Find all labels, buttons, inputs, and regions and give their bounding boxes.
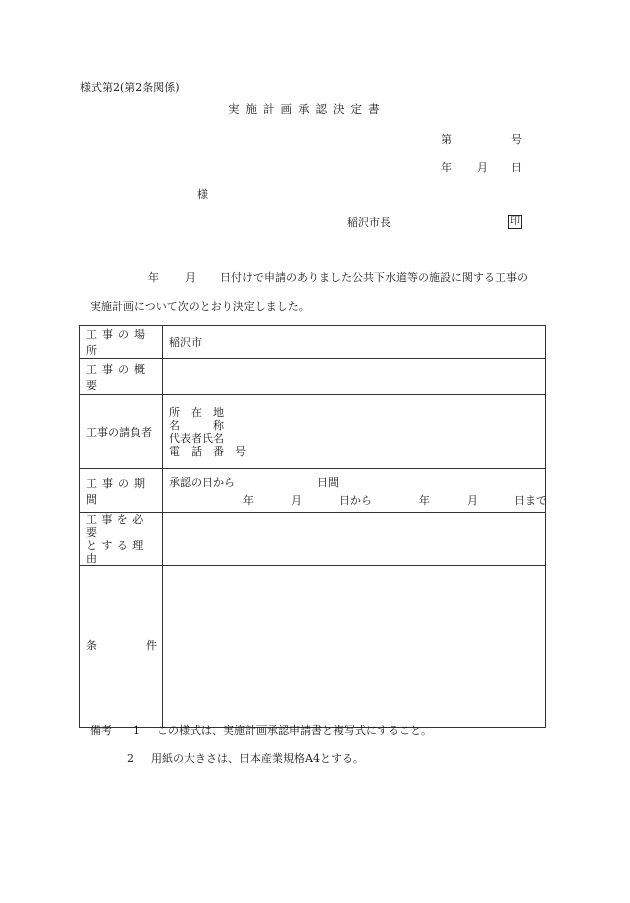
- contractor-phone-label: 電 話 番 号: [169, 444, 246, 458]
- period-from-approval: 承認の日から: [169, 475, 235, 489]
- row-contractor: [80, 395, 546, 469]
- contractor-address-label: 所 在 地: [169, 405, 224, 419]
- note-1: [90, 722, 432, 738]
- label-location: 工事の場所: [86, 328, 150, 357]
- value-location: 稲沢市: [163, 326, 546, 359]
- value-outline: [163, 359, 546, 395]
- label-conditions-a: 条: [86, 638, 97, 652]
- notes-heading: 備考: [90, 724, 112, 737]
- body-text-line2: 実施計画について次のとおり決定しました。: [90, 300, 310, 313]
- date-day: 日: [511, 161, 522, 174]
- row-location: [80, 326, 546, 359]
- value-contractor: [163, 395, 546, 469]
- seal-mark: 印: [510, 216, 520, 227]
- date-year: 年: [441, 161, 452, 174]
- row-outline: [80, 359, 546, 395]
- period-start-day: 日から: [339, 493, 372, 507]
- value-conditions: [163, 566, 546, 728]
- row-period: [80, 469, 546, 513]
- form-number: 様式第2(第2条関係): [80, 81, 180, 94]
- period-days: 日間: [317, 475, 339, 489]
- period-start-year: 年: [243, 493, 254, 507]
- row-conditions: [80, 566, 546, 728]
- note-2-number: 2: [127, 752, 134, 765]
- label-outline: 工事の概要: [86, 362, 150, 392]
- body-month: 月: [185, 271, 196, 284]
- note-1-number: 1: [133, 724, 140, 737]
- issuer-name: 稲沢市長: [347, 216, 391, 229]
- row-reason: [80, 513, 546, 566]
- contractor-name-label: 名 称: [169, 418, 224, 432]
- label-contractor: 工事の請負者: [86, 425, 152, 439]
- label-reason-line1: 工事を必要: [86, 513, 148, 539]
- period-end-day: 日まで: [514, 493, 547, 507]
- label-period: 工事の期間: [86, 476, 150, 506]
- label-conditions-b: 件: [146, 638, 157, 652]
- body-text-line1: 日付けで申請のありました公共下水道等の施設に関する工事の: [220, 271, 528, 284]
- period-end-month: 月: [467, 493, 478, 507]
- document-title: 実施計画承認決定書: [228, 102, 386, 116]
- value-period: [163, 469, 546, 513]
- period-start-month: 月: [291, 493, 302, 507]
- doc-number-go: 号: [511, 133, 522, 146]
- note-2-text: 用紙の大きさは、日本産業規格A4とする。: [151, 752, 364, 765]
- period-end-year: 年: [419, 493, 430, 507]
- date-month: 月: [477, 161, 488, 174]
- value-reason: [163, 513, 546, 566]
- note-2: [127, 750, 364, 766]
- note-1-text: この様式は、実施計画承認申請書と複写式にすること。: [157, 724, 432, 737]
- label-reason-line2: とする理由: [86, 539, 148, 565]
- approval-table: [79, 325, 546, 728]
- doc-number-dai: 第: [441, 133, 452, 146]
- contractor-representative-label: 代表者氏名: [169, 431, 224, 445]
- body-year: 年: [148, 271, 159, 284]
- addressee-suffix: 様: [197, 188, 208, 201]
